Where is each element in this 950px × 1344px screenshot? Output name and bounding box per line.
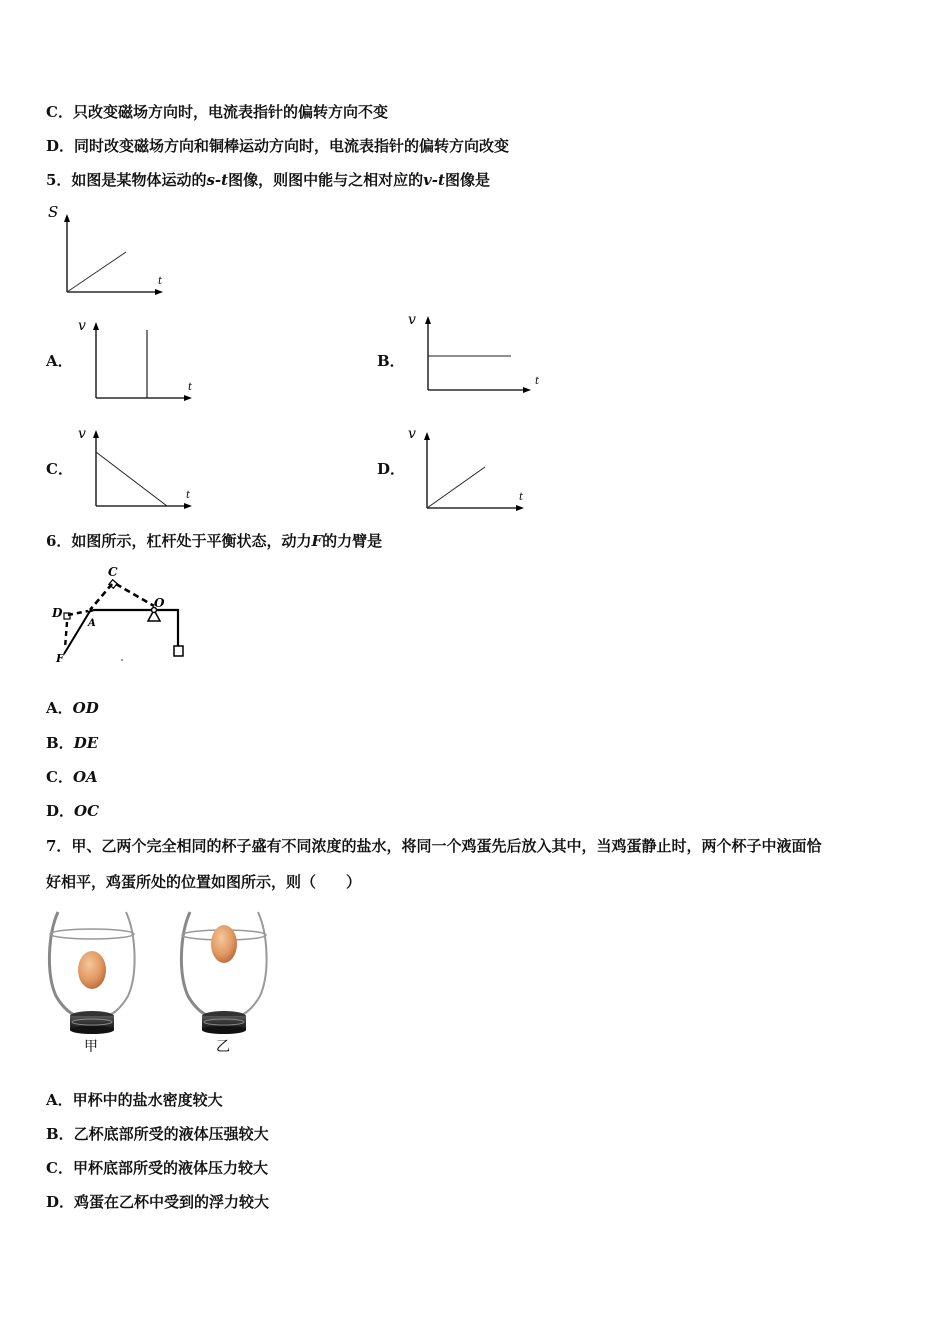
vd-increasing-line	[427, 467, 485, 508]
cup-left-label: 甲	[84, 1039, 98, 1055]
q5-option-b-graph	[403, 306, 543, 398]
vb-t-label: t	[535, 376, 540, 387]
q6-option-a-value: OD	[72, 699, 99, 717]
lever-label-o: O	[154, 596, 165, 610]
cup-left-liquid-surface	[50, 929, 134, 939]
vc-v-label: v	[78, 426, 86, 442]
va-t-label: t	[188, 382, 193, 393]
cup-right-left-wall	[181, 912, 214, 1018]
va-v-label: v	[78, 318, 86, 334]
lever-label-f: F	[56, 652, 64, 665]
q6-option-b-letter: B．	[46, 734, 74, 752]
q7-option-c: C．甲杯底部所受的液体压力较大	[46, 1159, 268, 1177]
vc-decreasing-line	[96, 452, 167, 506]
vd-x-arrow	[516, 505, 524, 511]
lever-label-d: D	[52, 606, 63, 620]
cup-left	[49, 912, 134, 1034]
q6-stem-prefix: 6．如图所示，杠杆处于平衡状态，动力	[46, 532, 312, 550]
cup-right-base-bottom	[202, 1026, 246, 1034]
q6-option-b	[46, 733, 98, 753]
vc-y-arrow	[93, 430, 99, 438]
q5-option-c-label: C．	[46, 460, 73, 478]
q5-stem	[46, 170, 490, 190]
cup-right-label: 乙	[216, 1039, 230, 1055]
lever-bar	[88, 610, 178, 646]
q7-option-b: B．乙杯底部所受的液体压强较大	[46, 1125, 269, 1143]
vb-y-arrow	[425, 316, 431, 324]
st-x-label: t	[158, 276, 163, 287]
cup-left-base-bottom	[70, 1026, 114, 1034]
va-x-arrow	[184, 395, 192, 401]
q5-stem-mid: 图像，则图中能与之相对应的	[228, 171, 424, 189]
cup-right	[181, 912, 266, 1034]
q5-stem-suffix: 图像是	[444, 171, 490, 189]
vd-y-arrow	[424, 432, 430, 440]
st-y-arrow	[64, 214, 70, 222]
vd-v-label: v	[408, 426, 416, 442]
q6-option-d	[46, 801, 99, 821]
q6-lever-figure	[48, 562, 198, 668]
q6-option-a	[46, 698, 99, 718]
vc-x-arrow	[184, 503, 192, 509]
force-line-f	[64, 611, 90, 654]
q5-option-d-label: D．	[377, 460, 406, 478]
q6-option-a-letter: A．	[46, 699, 73, 717]
q5-option-c-graph	[72, 420, 202, 512]
cup-right-egg	[211, 925, 237, 963]
q5-option-d-graph	[403, 420, 543, 512]
vb-x-arrow	[523, 387, 531, 393]
q6-stem-f: F	[311, 532, 323, 550]
q6-option-d-value: OC	[74, 802, 100, 820]
q7-option-d: D．鸡蛋在乙杯中受到的浮力较大	[46, 1193, 270, 1211]
q5-stem-st: s-t	[206, 171, 229, 189]
lever-dashed-line-df	[65, 622, 67, 648]
lever-label-a: A	[88, 618, 96, 629]
hanging-weight	[174, 646, 183, 656]
q7-cups-figure	[44, 904, 284, 1064]
q6-option-c-value: OA	[72, 768, 98, 786]
q6-option-b-value: DE	[73, 734, 99, 752]
q5-stem-vt: v-t	[423, 171, 445, 189]
q6-stem-suffix: 的力臂是	[322, 532, 383, 550]
q6-option-d-letter: D．	[46, 802, 75, 820]
st-line	[67, 252, 126, 292]
lever-dashed-line-co	[116, 584, 154, 606]
q5-st-graph	[44, 200, 174, 300]
q5-option-a-label: A．	[46, 352, 73, 370]
va-y-arrow	[93, 322, 99, 330]
q5-option-a-graph	[72, 312, 202, 404]
cup-left-left-wall	[49, 912, 82, 1018]
q6-option-c	[46, 767, 98, 787]
q6-stem	[46, 531, 382, 551]
q5-stem-prefix: 5．如图是某物体运动的	[46, 171, 207, 189]
vc-t-label: t	[186, 490, 191, 501]
cup-left-right-wall	[102, 912, 135, 1018]
lever-dashed-line-ca	[90, 584, 112, 610]
cup-left-egg	[78, 951, 106, 989]
vb-v-label: v	[408, 312, 416, 328]
st-y-label: S	[48, 203, 59, 221]
q7-option-a: A．甲杯中的盐水密度较大	[46, 1091, 223, 1109]
q6-option-c-letter: C．	[46, 768, 73, 786]
lever-dot	[121, 659, 123, 661]
lever-label-c: C	[108, 565, 118, 579]
q7-stem-line2: 好相平，鸡蛋所处的位置如图所示，则（ ）	[46, 873, 362, 891]
q5-option-b-label: B．	[377, 352, 405, 370]
q4-option-d: D．同时改变磁场方向和铜棒运动方向时，电流表指针的偏转方向改变	[46, 137, 510, 155]
q4-option-c: C．只改变磁场方向时，电流表指针的偏转方向不变	[46, 103, 388, 121]
lever-dashed-line-da	[68, 611, 88, 615]
st-x-arrow	[155, 289, 163, 295]
cup-right-right-wall	[234, 912, 267, 1018]
vd-t-label: t	[519, 492, 524, 503]
q7-stem-line1: 7．甲、乙两个完全相同的杯子盛有不同浓度的盐水，将同一个鸡蛋先后放入其中，当鸡蛋静止时，两个杯子中液面恰	[46, 837, 822, 855]
